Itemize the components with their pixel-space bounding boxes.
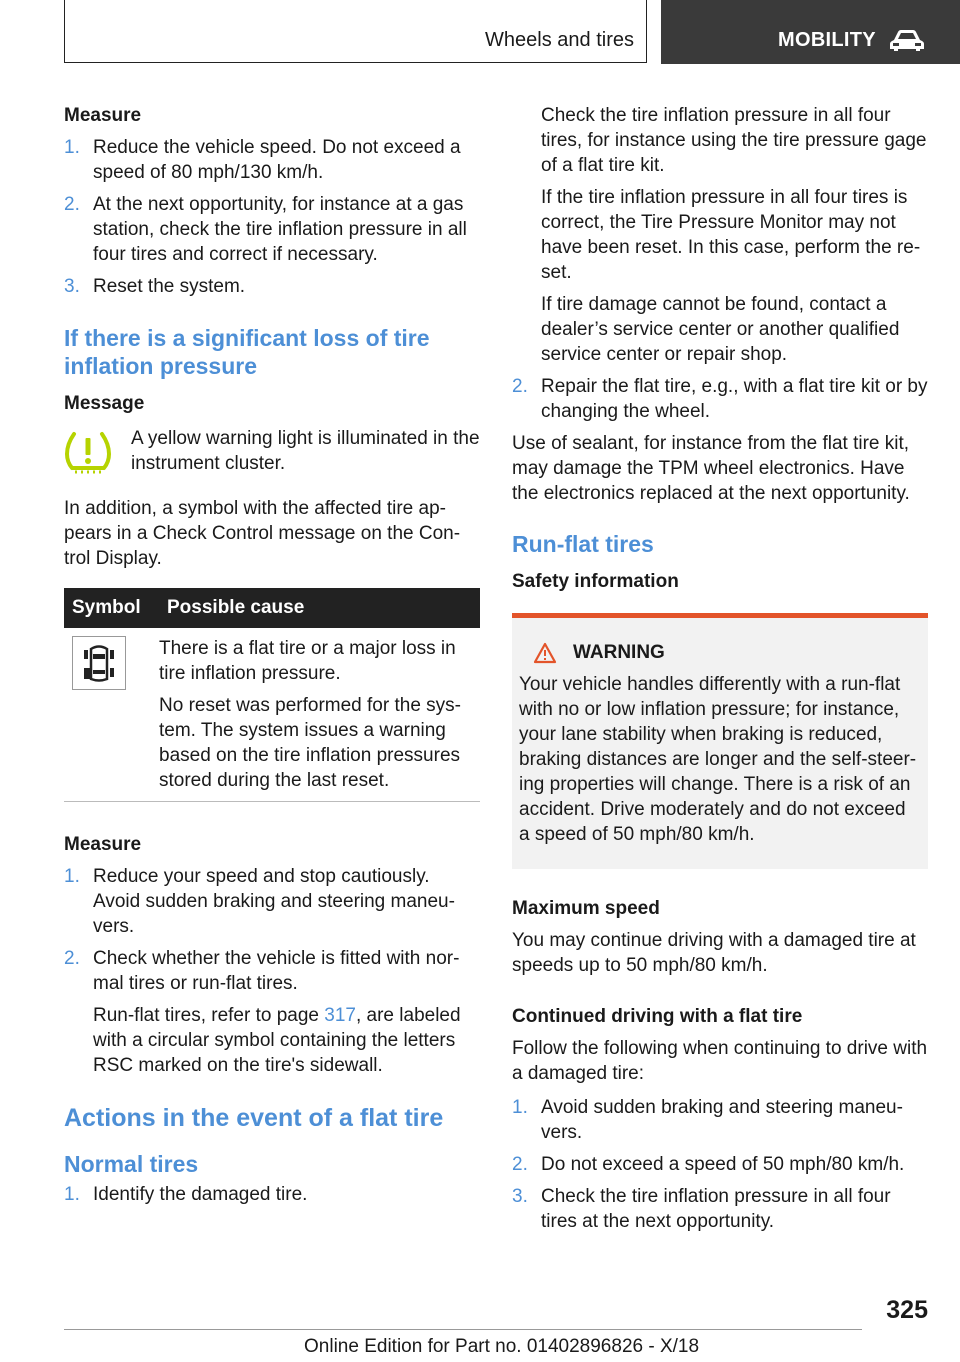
runflat-reference: Run-flat tires, refer to page 317, are labeled with a circular symbol containing the letters RSC marked on the tire's sidewall. [93, 1005, 461, 1076]
addition-paragraph: In addition, a symbol with the affected tire appears in a Check Control message on the Control Display. [64, 498, 461, 569]
measure-list [64, 135, 480, 299]
continued-driving-heading: Continued driving with a flat tire [512, 1006, 803, 1027]
list-item: 2. Repair the flat tire, e.g., with a flat tire kit or by changing the wheel. [512, 376, 928, 422]
left-column [64, 103, 480, 1207]
car-icon [889, 28, 925, 52]
section-heading-flat-tire: Actions in the event of a flat tire [64, 1104, 444, 1132]
message-row [64, 426, 480, 478]
message-text: A yellow warning light is illuminated in the instrument cluster. [131, 428, 480, 474]
warning-title: WARNING [573, 642, 665, 663]
max-speed-text: You may continue driving with a damaged tire at speeds up to 50 mph/80 km/h. [512, 930, 916, 976]
message-heading: Message [64, 393, 145, 414]
continued-step-1: Check the tire inflation pressure in all four tires, for instance using the tire pressure gage of a flat tire kit. If the tire inflation pressure in all four tires is correct, the Tire Pressure Monitor may not have been reset. In this case, perform the reset. If tire damage cannot be found, contact a dealer’s service center or another qualified service center or repair shop. [541, 105, 927, 365]
list-item: 1. Reduce the vehicle speed. Do not exceed a speed of 80 mph/130 km/h. [64, 137, 461, 183]
header-category-box [661, 0, 960, 64]
section-heading-normal-tires: Normal tires [64, 1151, 199, 1177]
list-item: 3. Reset the system. [64, 276, 246, 297]
cause-text-1: There is a flat tire or a major loss in tire inflation pressure. [159, 638, 456, 684]
footer-edition: Online Edition for Part no. 01402896826 - X/18 [304, 1336, 700, 1357]
warning-title-row [519, 640, 921, 665]
sealant-paragraph: Use of sealant, for instance from the flat tire kit, may damage the TPM wheel electronics. Have the electronics replaced at the next opportunity. [512, 433, 910, 504]
measure-heading-2: Measure [64, 834, 142, 855]
page-number: 325 [886, 1296, 928, 1324]
header-section-box [64, 0, 647, 63]
safety-heading: Safety information [512, 571, 679, 592]
section-heading-pressure-loss: If there is a significant loss of tire inflation pressure [64, 325, 430, 379]
warning-triangle-icon [533, 642, 557, 664]
header-category-title: MOBILITY [778, 29, 876, 51]
measure-list-2 [64, 864, 480, 1078]
header-section-title: Wheels and tires [485, 29, 634, 51]
repair-list [512, 374, 928, 424]
tire-pressure-warning-icon [64, 428, 112, 476]
cause-text-2: No reset was performed for the system. The system issues a warning based on the tire inflation pressures stored during the last reset. [159, 695, 461, 791]
measure-heading: Measure [64, 105, 142, 126]
warning-box [512, 613, 928, 869]
continued-driving-list [512, 1095, 928, 1234]
page-link-317[interactable]: 317 [324, 1005, 356, 1026]
symbol-table [64, 588, 480, 802]
car-tire-status-icon [83, 641, 115, 685]
warning-text: Your vehicle handles differently with a run-flat with no or low inflation pressure; for instance, your lane stability when braking is reduced, braking distances are longer and the self-steering properties will change. There is a risk of an accident. Drive moderately and do not exceed a speed of 50 mph/80 km/h. [519, 674, 917, 845]
max-speed-heading: Maximum speed [512, 898, 660, 919]
list-item: 1. Avoid sudden braking and steering maneuvers. [512, 1097, 903, 1143]
list-item: 2. At the next opportunity, for instance at a gas station, check the tire inflation pressure in all four tires and correct if necessary. [64, 194, 467, 265]
list-item: 1. Reduce your speed and stop cautiously. Avoid sudden braking and steering maneuvers. [64, 866, 455, 937]
normal-tires-list [64, 1182, 480, 1207]
section-heading-run-flat: Run-flat tires [512, 531, 654, 557]
right-column [512, 103, 928, 1234]
table-row [64, 628, 480, 802]
list-item: 3. Check the tire inflation pressure in all four tires at the next opportunity. [512, 1186, 891, 1232]
table-header-symbol: Symbol [64, 588, 159, 628]
list-item: 1. Identify the damaged tire. [64, 1184, 308, 1205]
continued-driving-text: Follow the following when continuing to drive with a damaged tire: [512, 1038, 928, 1084]
list-item: 2. Do not exceed a speed of 50 mph/80 km/h. [512, 1154, 905, 1175]
list-item: 2. Check whether the vehicle is fitted with normal tires or run-flat tires. Run-flat tires, refer to page 317, are labeled with a circular symbol containing the letters RSC marked on the tire's sidewall. [64, 946, 480, 1078]
footer-divider [64, 1329, 862, 1330]
table-header-cause: Possible cause [159, 588, 480, 628]
